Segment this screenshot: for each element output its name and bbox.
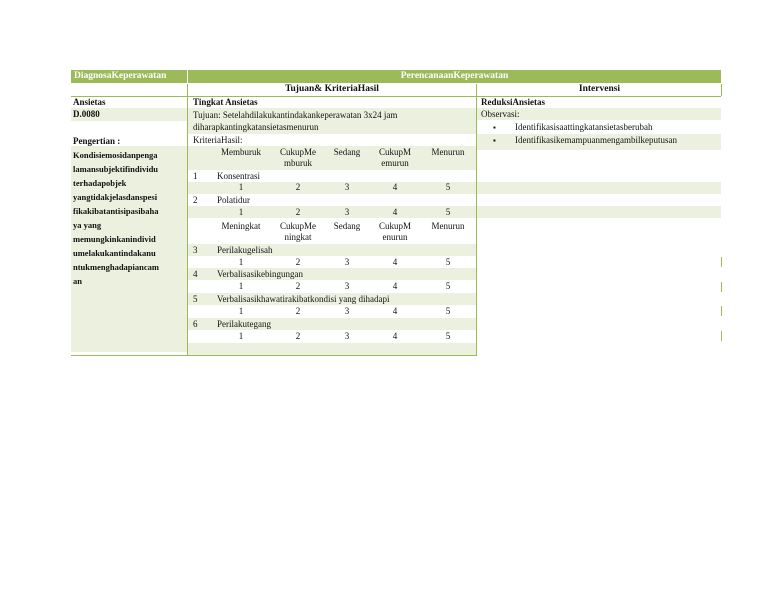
item-number: 1	[193, 171, 198, 181]
definition-line: yangtidakjelasdanspesi	[73, 192, 158, 202]
definition-line: ya yang	[73, 220, 102, 230]
item-label: Perilakutegang	[217, 319, 271, 329]
item-label: Verbalisasikebingungan	[217, 269, 303, 279]
score-1: 1	[238, 281, 244, 291]
score-2: 2	[295, 257, 301, 267]
score-5: 5	[445, 257, 451, 267]
score-1: 1	[238, 207, 244, 217]
diagnosis-code: D.0080	[73, 109, 100, 119]
kriteria-label: KriteriaHasil:	[193, 135, 243, 145]
score-4: 4	[392, 182, 398, 192]
score-4: 4	[392, 331, 398, 341]
scale-b-1: Meningkat	[221, 221, 261, 231]
score-1: 1	[238, 331, 244, 341]
scale-a-5: Menurun	[431, 147, 465, 157]
score-5: 5	[445, 207, 451, 217]
column-divider-2	[476, 84, 477, 356]
item-number: 3	[193, 245, 198, 255]
score-4: 4	[392, 207, 398, 217]
tujuan-goal-line1: Tujuan: Setelahdilakukantindakankeperawatan 3x24 jam	[193, 110, 398, 120]
intervensi-row	[477, 206, 721, 218]
scale-b-4: CukupM enurun	[378, 221, 411, 242]
score-2: 2	[295, 306, 301, 316]
score-3: 3	[344, 281, 350, 291]
score-2: 2	[295, 207, 301, 217]
score-2: 2	[295, 281, 301, 291]
pengertian-label: Pengertian :	[73, 136, 121, 146]
item-label: Polatidur	[217, 195, 250, 205]
scale-a-1: Memburuk	[221, 147, 261, 157]
table-bottom-rule	[71, 355, 476, 356]
intervensi-bullet: ▪ Identifikasikemampuanmengambilkeputusan	[515, 135, 677, 146]
score-4: 4	[392, 257, 398, 267]
right-tick	[721, 257, 722, 267]
header-diagnosa: DiagnosaKeperawatan	[71, 70, 187, 83]
scale-b-5: Menurun	[431, 221, 465, 231]
score-4: 4	[392, 281, 398, 291]
score-1: 1	[238, 182, 244, 192]
item-label: Perilakugelisah	[217, 245, 273, 255]
definition-text	[73, 148, 159, 288]
score-1: 1	[238, 306, 244, 316]
intervensi-row-cut	[477, 146, 721, 150]
scale-a-3: Sedang	[333, 147, 361, 157]
score-5: 5	[445, 331, 451, 341]
score-3: 3	[344, 257, 350, 267]
header-perencanaan: PerencanaanKeperawatan	[188, 70, 721, 83]
definition-line: Kondisiemosidanpenga	[73, 150, 158, 160]
intervensi-row	[477, 182, 721, 194]
right-tick	[721, 306, 722, 316]
scale-a-4: CukupM emurun	[378, 147, 411, 168]
empty-row	[188, 343, 476, 355]
item-number: 2	[193, 195, 198, 205]
definition-line: umelakukantindakanu	[73, 248, 156, 258]
right-tick	[721, 282, 722, 292]
score-5: 5	[445, 281, 451, 291]
item-number: 6	[193, 319, 198, 329]
score-1: 1	[238, 257, 244, 267]
scale-b-3: Sedang	[333, 221, 361, 231]
header-tujuan-kriteria: Tujuan& KriteriaHasil	[285, 84, 379, 94]
item-number: 5	[193, 294, 198, 304]
observasi-label: Observasi:	[481, 109, 520, 119]
tujuan-title: Tingkat Ansietas	[193, 97, 258, 107]
score-3: 3	[344, 182, 350, 192]
header-underline	[71, 96, 721, 97]
definition-line: an	[73, 276, 82, 286]
diagnosis-name: Ansietas	[73, 97, 106, 107]
score-3: 3	[344, 306, 350, 316]
item-number: 4	[193, 269, 198, 279]
score-3: 3	[344, 331, 350, 341]
intervensi-title: ReduksiAnsietas	[481, 97, 546, 107]
item-label: Verbalisasikhawatirakibatkondisi yang dihadapi	[217, 294, 390, 304]
score-5: 5	[445, 182, 451, 192]
header-intervensi: Intervensi	[578, 84, 621, 94]
tujuan-goal-line2: diharapkantingkatansietasmenurun	[193, 122, 319, 132]
item-label: Konsentrasi	[217, 171, 260, 181]
definition-line: memungkinkanindivid	[73, 234, 156, 244]
intervensi-bullet: ▪ Identifikasisaattingkatansietasberubah	[515, 122, 652, 133]
score-3: 3	[344, 207, 350, 217]
definition-line: lamansubjektifindividu	[73, 164, 159, 174]
score-4: 4	[392, 306, 398, 316]
definition-line: ntukmenghadapiancam	[73, 262, 159, 272]
definition-line: fikakibatantisipasibaha	[73, 206, 159, 216]
score-5: 5	[445, 306, 451, 316]
score-2: 2	[295, 182, 301, 192]
right-tick	[721, 331, 722, 341]
column-divider-right	[721, 84, 722, 96]
definition-line: terhadapobjek	[73, 178, 127, 188]
scale-a-2: CukupMe mburuk	[280, 147, 316, 168]
scale-b-2: CukupMe ningkat	[280, 221, 316, 242]
score-2: 2	[295, 331, 301, 341]
